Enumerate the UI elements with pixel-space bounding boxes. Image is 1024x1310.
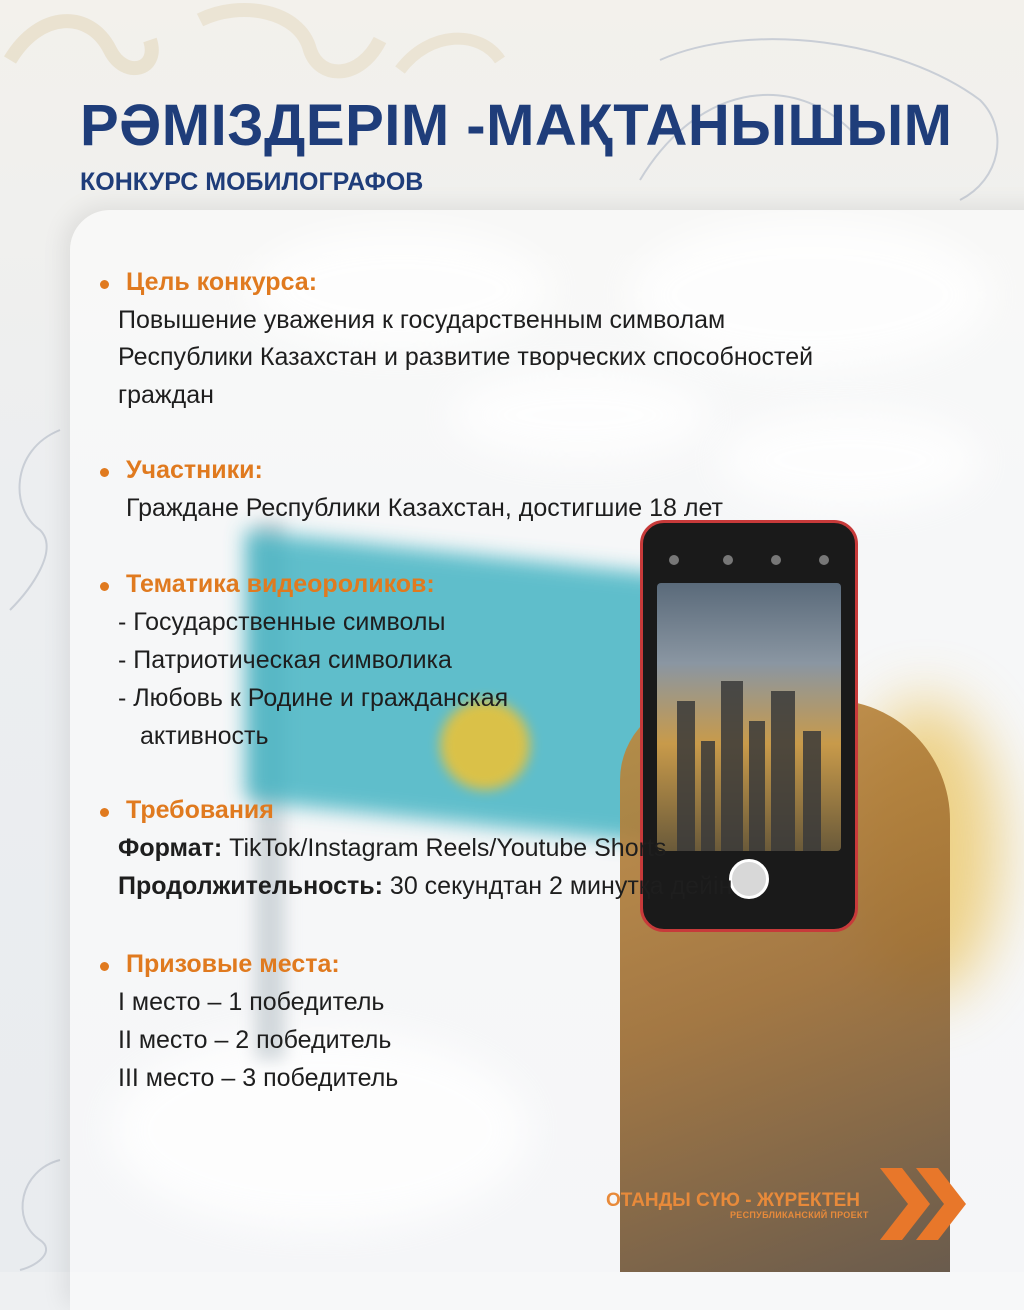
bullet [100,808,109,817]
duration-value: 30 секундтан 2 минутқа дейін [382,872,733,900]
topic-line-3: - Любовь к Родине и гражданская [118,684,509,712]
section-heading-participants: Участники: [126,456,263,484]
prize-line-1: I место – 1 победитель [118,988,385,1016]
page-title: РӘМІЗДЕРІМ -МАҚТАНЫШЫМ [80,93,953,158]
section-heading-requirements: Требования [126,796,274,824]
requirement-duration [118,872,732,901]
duration-label: Продолжительность: [118,872,383,900]
prize-line-3: III место – 3 победитель [118,1064,399,1092]
format-value: TikTok/Instagram Reels/Youtube Shorts [222,834,667,862]
format-label: Формат: [118,834,223,862]
bullet [100,468,109,477]
project-logo-text: ОТАНДЫ СҮЮ - ЖҮРЕКТЕН [606,1190,860,1211]
topic-line-2: - Патриотическая символика [118,646,452,674]
topic-line-1: - Государственные символы [118,608,446,636]
goal-line-2: Республики Казахстан и развитие творческих способностей [118,343,814,371]
section-heading-goal: Цель конкурса: [126,268,318,296]
bullet [100,962,109,971]
bullet [100,582,109,591]
section-heading-prizes: Призовые места: [126,950,340,978]
goal-line-3: граждан [118,381,214,409]
bullet [100,280,109,289]
project-logo-subtitle: РЕСПУБЛИКАНСКИЙ ПРОЕКТ [730,1210,869,1220]
participants-line: Граждане Республики Казахстан, достигшие 18 лет [126,494,724,522]
topic-line-4: активность [140,722,269,750]
prize-line-2: II место – 2 победитель [118,1026,392,1054]
goal-line-1: Повышение уважения к государственным символам [118,306,726,334]
chevron-right-icon [880,1168,970,1240]
requirement-format [118,834,666,863]
page-subtitle: КОНКУРС МОБИЛОГРАФОВ [80,168,424,196]
section-heading-topics: Тематика видеороликов: [126,570,435,598]
